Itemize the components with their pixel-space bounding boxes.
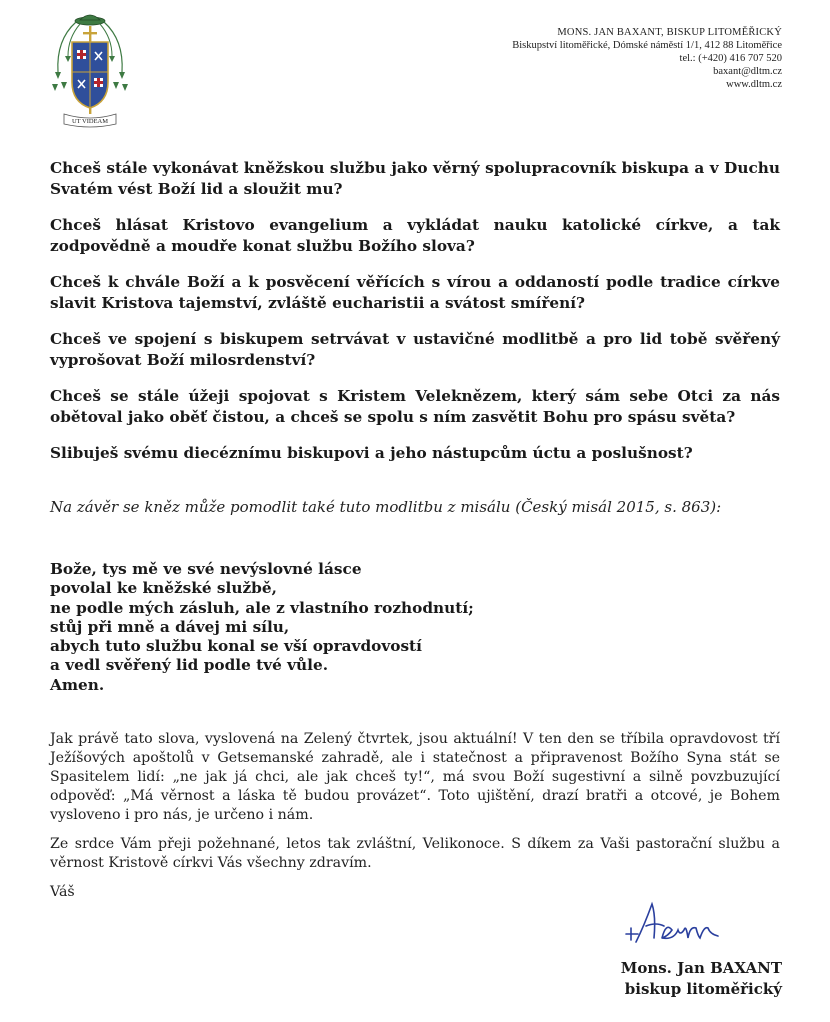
prayer-line: povolal ke kněžské službě,: [50, 579, 277, 598]
body-paragraph: Jak právě tato slova, vyslovená na Zelený čtvrtek, jsou aktuální! V ten den se tříbila opravdovost tří Ježíšových apoštolů v Getsemanské zahradě, ale i statečnost a připravenost Božího Syna stát se Spasitelem lidí: „ne jak já chci, ale jak chceš ty!“, má svou Boží sugestivní a silně povzbuzující odpověď: „Má věrnost a láska tě budou provázet“. Toto ujištění, drazí bratři a otcové, je Bohem vysloveno i pro nás, je určeno i nám.: [50, 731, 780, 823]
letterhead-email: baxant@dltm.cz: [713, 66, 782, 77]
letterhead-web: www.dltm.cz: [726, 79, 782, 90]
letterhead: [512, 26, 782, 91]
prayer-line: stůj při mně a dávej mi sílu,: [50, 617, 290, 636]
vow-paragraph: Slibuješ svému diecéznímu biskupovi a jeho nástupcům úctu a poslušnost?: [50, 444, 693, 462]
vow-paragraph: Chceš stále vykonávat kněžskou službu jako věrný spolupracovník biskupa a v Duchu Svatém vést Boží lid a sloužit mu?: [50, 159, 780, 198]
body-paragraph: Ze srdce Vám přeji požehnané, letos tak zvláštní, Velikonoce. S díkem za Vaši pastorační službu a věrnost Kristově církvi Vás všechny zdravím.: [50, 836, 780, 871]
vow-paragraph: Chceš k chvále Boží a k posvěcení věřících s vírou a oddaností podle tradice církve slavit Kristova tajemství, zvláště eucharistii a svátost smíření?: [50, 273, 780, 312]
prayer-note: Na závěr se kněz může pomodlit také tuto modlitbu z misálu (Český misál 2015, s. 863):: [50, 498, 722, 516]
vow-paragraph: Chceš ve spojení s biskupem setrvávat v ustavičné modlitbě a pro lid tobě svěřený vyprošovat Boží milosrdenství?: [50, 330, 780, 369]
closing-word: Váš: [50, 884, 75, 900]
letterhead-name: MONS. JAN BAXANT, BISKUP LITOMĚŘICKÝ: [557, 27, 782, 38]
letterhead-phone: tel.: (+420) 416 707 520: [679, 53, 782, 64]
signer-block: [621, 958, 782, 1000]
letter-body: [50, 730, 780, 912]
coat-of-arms-logo: [50, 12, 130, 130]
motto-text: UT VIDEAM: [71, 118, 109, 125]
vows-section: [50, 158, 780, 479]
prayer-line: Bože, tys mě ve své nevýslovné lásce: [50, 560, 362, 578]
prayer-block: [50, 560, 550, 695]
prayer-line: abych tuto službu konal se vší opravdovostí: [50, 637, 422, 656]
vow-paragraph: Chceš se stále úžeji spojovat s Kristem Veleknězem, který sám sebe Otci za nás obětoval jako oběť čistou, a chceš se spolu s ním zasvětit Bohu pro spásu světa?: [50, 387, 780, 426]
signer-title: biskup litoměřický: [624, 980, 782, 998]
signer-name: Mons. Jan BAXANT: [620, 959, 782, 977]
prayer-line: a vedl svěřený lid podle tvé vůle.: [50, 656, 329, 675]
prayer-line: Amen.: [50, 675, 105, 694]
prayer-line: ne podle mých zásluh, ale z vlastního rozhodnutí;: [50, 598, 474, 617]
vow-paragraph: Chceš hlásat Kristovo evangelium a vykládat nauku katolické církve, a tak zodpovědně a moudře konat službu Božího slova?: [50, 216, 780, 255]
handwritten-signature: [622, 896, 722, 952]
letterhead-address: Biskupství litoměřické, Dómské náměstí 1/1, 412 88 Litoměřice: [512, 40, 782, 51]
